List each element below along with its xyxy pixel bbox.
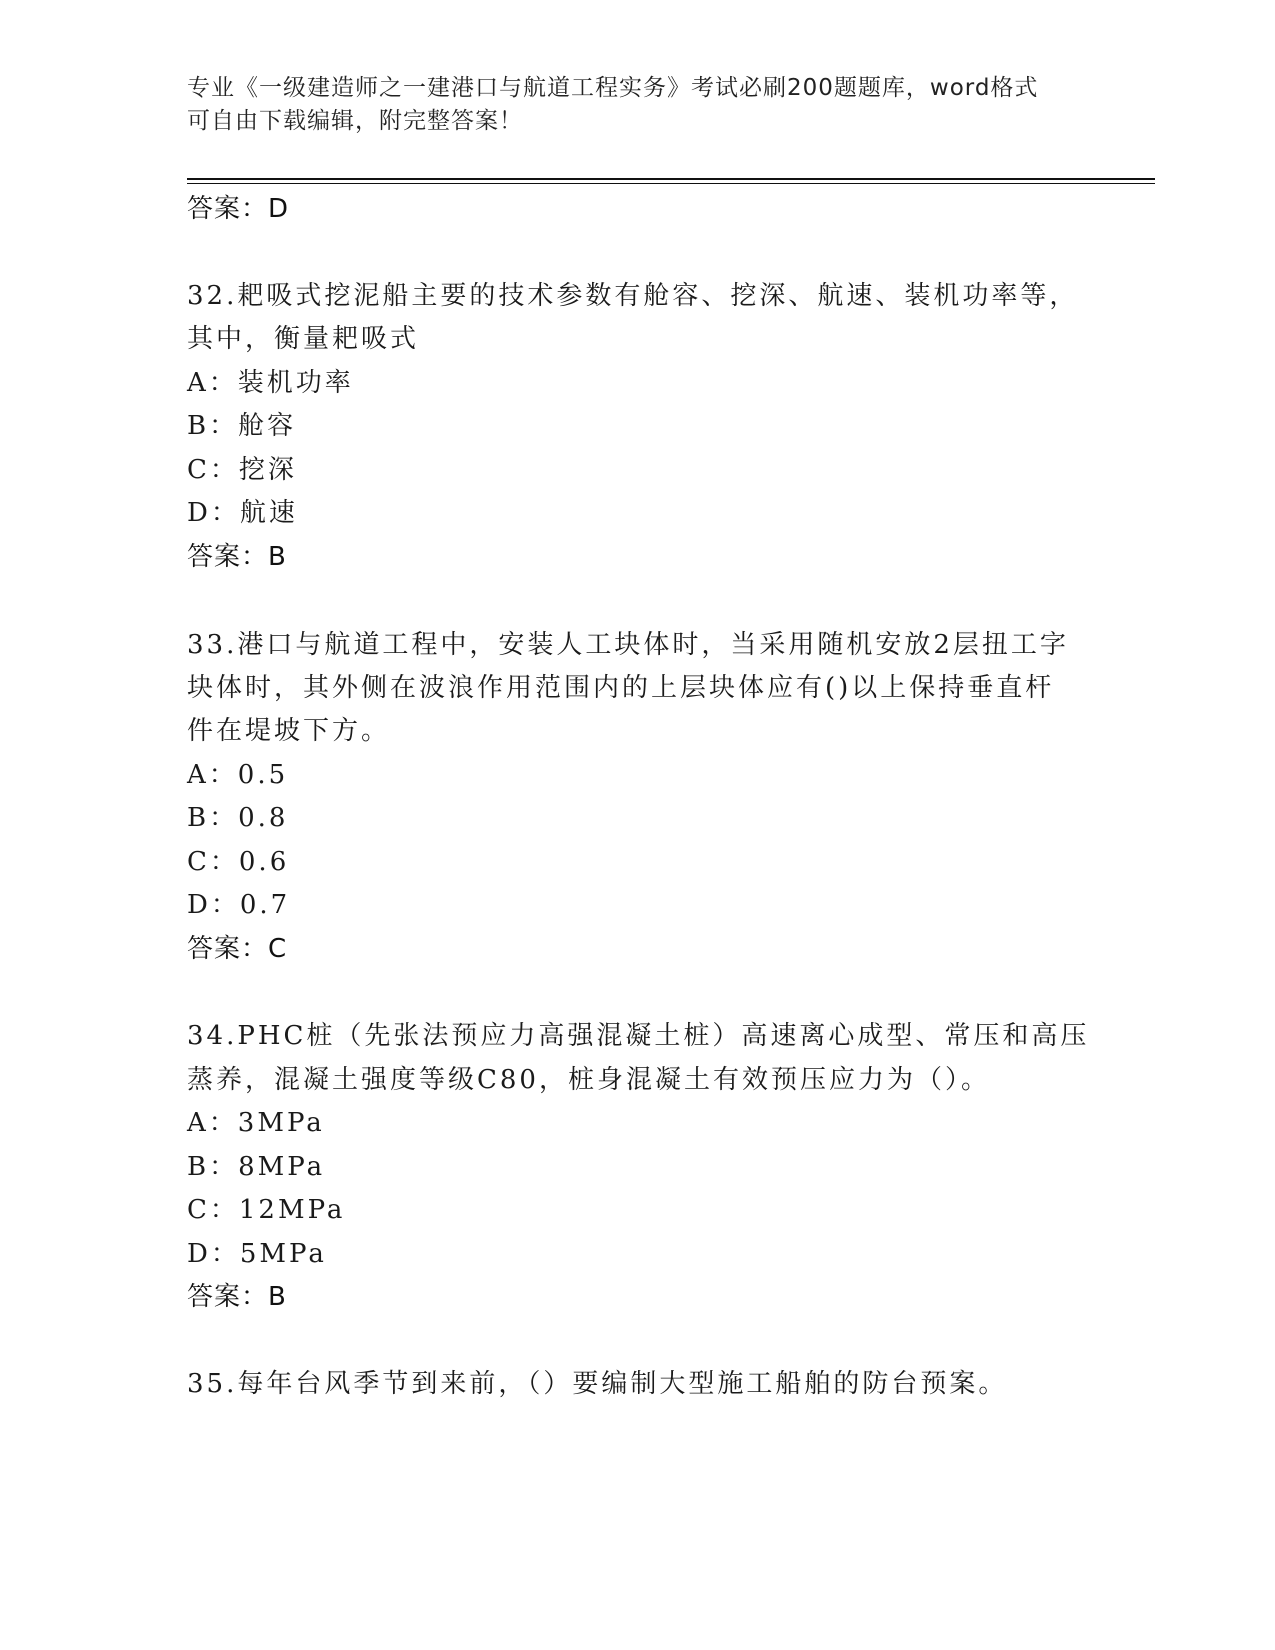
question-33-line-1: 33.港口与航道工程中，安装人工块体时，当采用随机安放2层扭工字	[187, 630, 1069, 660]
question-32-option-a: A：装机功率	[187, 368, 354, 398]
question-32-line-2: 其中，衡量耙吸式	[187, 324, 420, 354]
question-33-option-a: A：0.5	[187, 760, 289, 790]
question-34-option-a: A：3MPa	[187, 1108, 325, 1138]
question-33-line-3: 件在堤坡下方。	[187, 716, 391, 746]
question-32-line-1: 32.耙吸式挖泥船主要的技术参数有舱容、挖深、航速、装机功率等，	[187, 281, 1079, 311]
question-34-line-1: 34.PHC桩（先张法预应力高强混凝土桩）高速离心成型、常压和高压	[187, 1021, 1090, 1051]
question-32-option-d: D：航速	[187, 498, 298, 528]
question-34-answer: 答案：B	[187, 1282, 287, 1312]
header-divider-thick	[187, 178, 1155, 180]
header-line-2: 可自由下载编辑，附完整答案！	[187, 108, 523, 134]
question-33-answer: 答案：C	[187, 934, 288, 964]
question-33-option-c: C：0.6	[187, 847, 290, 877]
header-divider-thin	[187, 183, 1155, 184]
question-34-option-d: D：5MPa	[187, 1239, 327, 1269]
previous-answer: 答案：D	[187, 194, 290, 224]
question-33-option-b: B：0.8	[187, 803, 289, 833]
question-32-option-c: C：挖深	[187, 455, 297, 485]
question-32-option-b: B：舱容	[187, 411, 297, 441]
question-34-line-2: 蒸养，混凝土强度等级C80，桩身混凝土有效预压应力为（）。	[187, 1065, 990, 1095]
question-32-answer: 答案：B	[187, 542, 287, 572]
question-34-option-c: C：12MPa	[187, 1195, 346, 1225]
question-33-option-d: D：0.7	[187, 890, 291, 920]
question-34-option-b: B：8MPa	[187, 1152, 326, 1182]
question-33-line-2: 块体时，其外侧在波浪作用范围内的上层块体应有()以上保持垂直杆	[187, 673, 1055, 703]
question-35-line-1: 35.每年台风季节到来前，（）要编制大型施工船舶的防台预案。	[187, 1369, 1008, 1399]
document-header	[187, 72, 1087, 138]
header-line-1: 专业《一级建造师之一建港口与航道工程实务》考试必刷200题题库，word格式	[187, 75, 1039, 101]
